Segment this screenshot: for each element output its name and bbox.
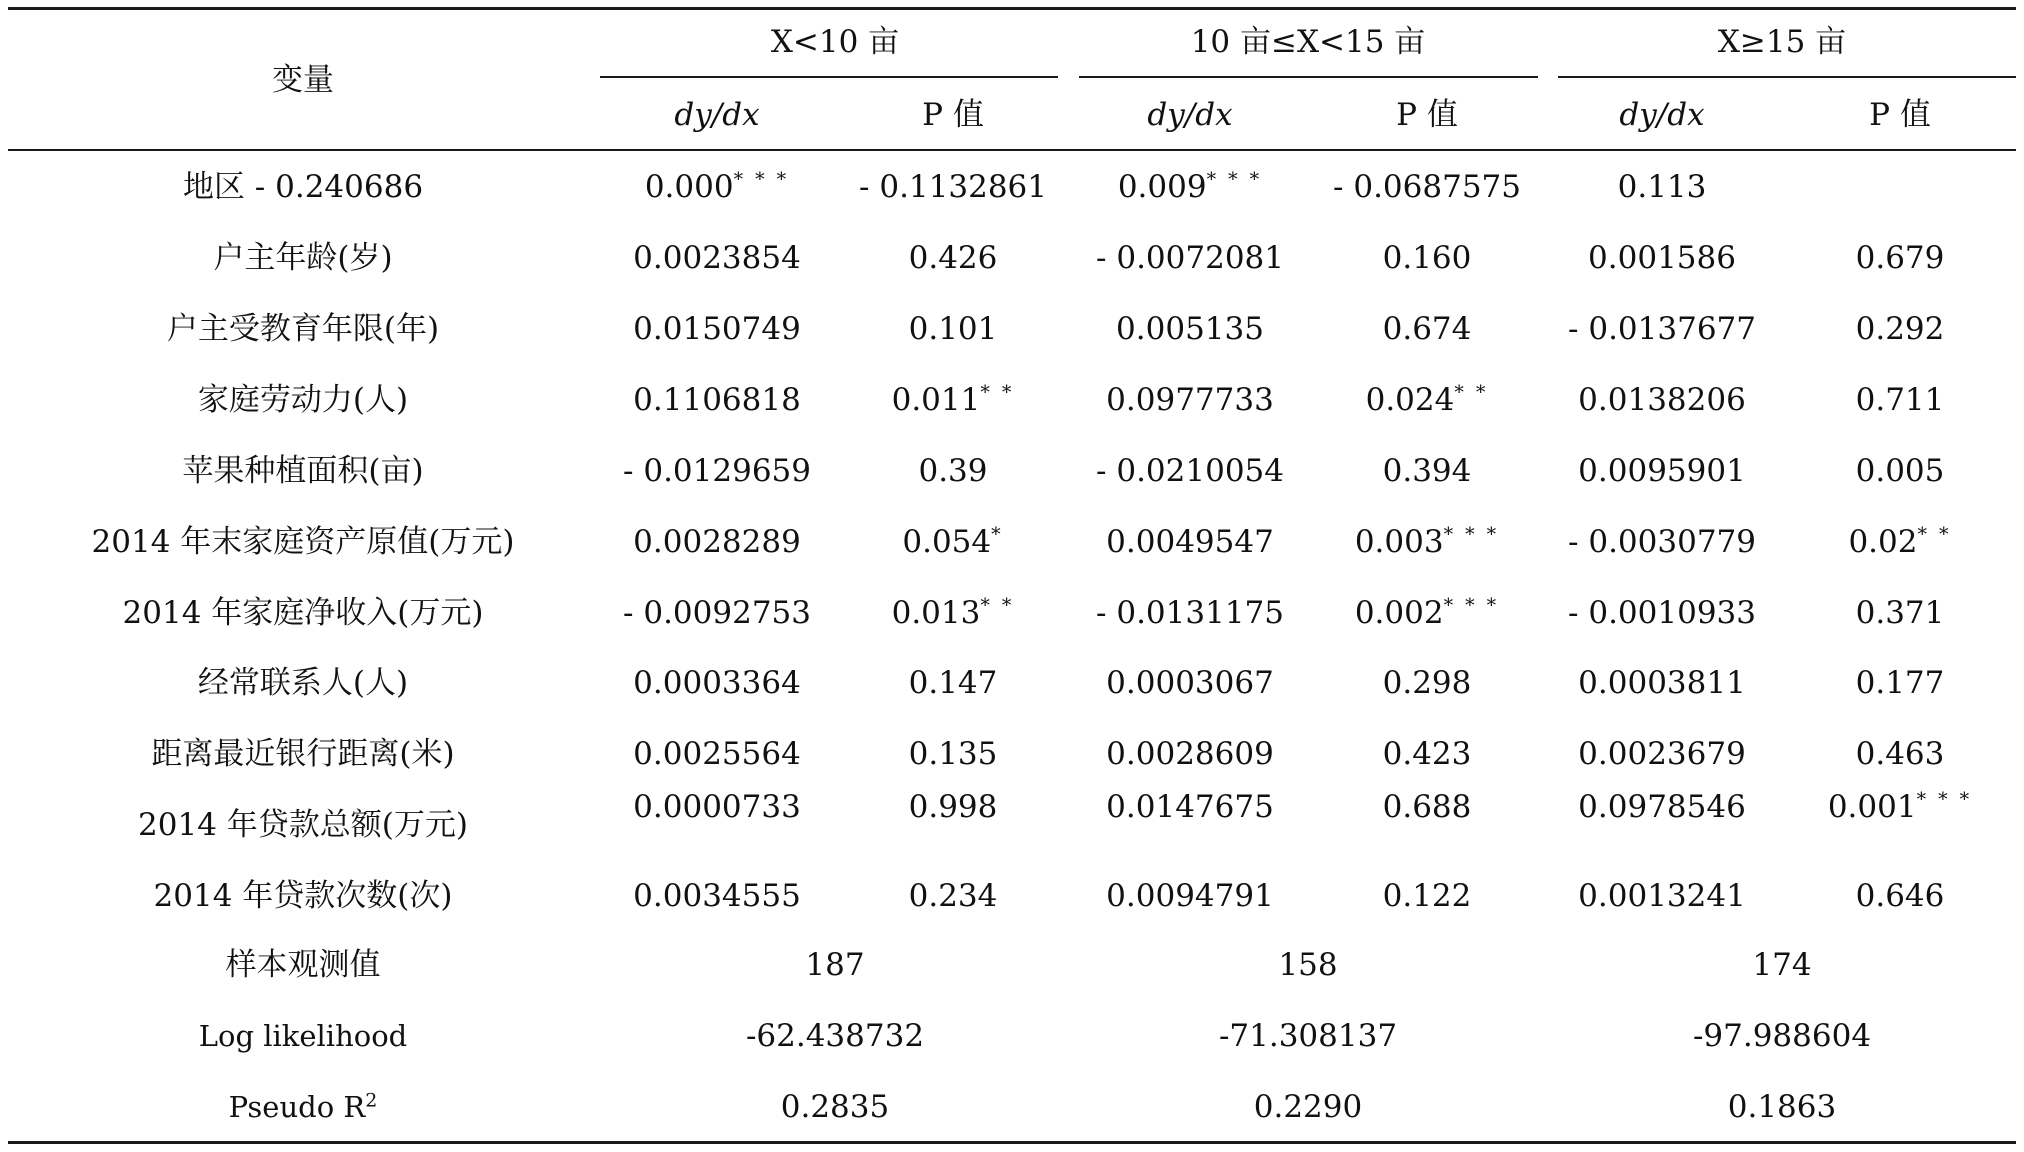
group-rule-3 <box>1558 76 2016 78</box>
significance-stars: * * * <box>733 168 790 191</box>
table-cell <box>633 665 801 701</box>
table-cell <box>1618 169 1707 205</box>
bottom-rule <box>8 1141 2016 1144</box>
significance-stars: * * * <box>1443 523 1500 546</box>
table-cell <box>1366 382 1489 418</box>
table-cell <box>1568 524 1756 560</box>
header-variable: 变量 <box>272 62 334 98</box>
cell-value: - 0.0030779 <box>1568 524 1756 560</box>
significance-stars: * * * <box>1206 168 1263 191</box>
table-cell <box>1106 736 1274 772</box>
cell-value: - 0.0092753 <box>623 595 811 631</box>
cell-value: 0.135 <box>908 736 998 772</box>
cell-value: 0.003 <box>1354 524 1444 560</box>
table-cell <box>1116 311 1264 347</box>
cell-value: 0.02 <box>1848 524 1918 560</box>
cell-value: 0.013 <box>891 595 981 631</box>
table-cell <box>1856 453 1945 489</box>
significance-stars: * * <box>1917 523 1952 546</box>
table-cell <box>1856 382 1945 418</box>
table-cell <box>1383 453 1472 489</box>
table-cell <box>909 789 998 825</box>
table-cell <box>1848 524 1951 560</box>
table-cell <box>645 169 789 205</box>
table-cell <box>633 311 801 347</box>
cell-value: 0.0095901 <box>1578 453 1746 489</box>
cell-value: 0.177 <box>1855 665 1945 701</box>
table-cell <box>1333 169 1521 205</box>
footer-obs-label: 样本观测值 <box>225 947 381 983</box>
table-cell <box>1096 240 1284 276</box>
top-rule <box>8 7 2016 10</box>
table-cell <box>623 453 811 489</box>
table-cell <box>1106 382 1274 418</box>
table-cell <box>1578 382 1746 418</box>
cell-value: 0.292 <box>1855 311 1945 347</box>
table-cell <box>909 878 998 914</box>
footer-obs-1: 187 <box>805 947 865 983</box>
table-cell <box>909 736 998 772</box>
significance-stars: * <box>991 523 1004 546</box>
table-cell <box>623 595 811 631</box>
cell-value: 0.0049547 <box>1106 524 1274 560</box>
table-cell <box>633 240 801 276</box>
row-label: 距离最近银行距离(米) <box>151 736 455 772</box>
cell-value: 0.0003067 <box>1106 665 1274 701</box>
cell-value: 0.394 <box>1382 453 1472 489</box>
significance-stars: * * <box>980 381 1015 404</box>
table-cell <box>909 665 998 701</box>
footer-r2-sup: 2 <box>365 1089 378 1112</box>
table-cell <box>1106 878 1274 914</box>
cell-value: - 0.0131175 <box>1096 595 1284 631</box>
header-p-1: P 值 <box>922 97 984 133</box>
row-label: 2014 年贷款次数(次) <box>153 878 453 914</box>
table-cell <box>1856 240 1945 276</box>
cell-value: 0.0000733 <box>633 789 801 825</box>
table-cell <box>1096 453 1284 489</box>
significance-stars: * * <box>980 594 1015 617</box>
cell-value: 0.0147675 <box>1106 789 1274 825</box>
cell-value: 0.1106818 <box>633 382 801 418</box>
footer-obs-3: 174 <box>1752 947 1812 983</box>
table-cell <box>1383 736 1472 772</box>
header-dydx-1: dy/dx <box>674 97 760 133</box>
header-p-2: P 值 <box>1396 97 1458 133</box>
cell-value: 0.371 <box>1855 595 1945 631</box>
cell-value: 0.160 <box>1382 240 1472 276</box>
row-label: 地区 - 0.240686 <box>182 169 424 205</box>
cell-value: 0.011 <box>891 382 981 418</box>
table-cell <box>1856 311 1945 347</box>
cell-value: 0.0023679 <box>1578 736 1746 772</box>
cell-value: 0.000 <box>644 169 734 205</box>
table-cell <box>1588 240 1736 276</box>
cell-value: 0.0003364 <box>633 665 801 701</box>
table-cell <box>1106 524 1274 560</box>
header-p-3: P 值 <box>1869 97 1931 133</box>
row-label: 户主年龄(岁) <box>213 240 393 276</box>
table-cell <box>918 453 987 489</box>
table-cell <box>633 382 801 418</box>
footer-obs-2: 158 <box>1278 947 1338 983</box>
cell-value: 0.0028609 <box>1106 736 1274 772</box>
table-cell <box>1383 665 1472 701</box>
cell-value: 0.711 <box>1855 382 1945 418</box>
cell-value: 0.234 <box>908 878 998 914</box>
table-cell <box>1578 878 1746 914</box>
cell-value: 0.001586 <box>1588 240 1736 276</box>
cell-value: 0.298 <box>1382 665 1472 701</box>
header-group-2: 10 亩≤X<15 亩 <box>1190 24 1426 60</box>
table-cell <box>1856 736 1945 772</box>
cell-value: - 0.0129659 <box>623 453 811 489</box>
table-cell <box>633 789 801 825</box>
cell-value: - 0.0137677 <box>1568 311 1756 347</box>
table-cell <box>1856 665 1945 701</box>
table-cell <box>1568 311 1756 347</box>
table-cell <box>1383 878 1472 914</box>
table-cell <box>909 311 998 347</box>
table-cell <box>1355 524 1499 560</box>
table-cell <box>1578 665 1746 701</box>
row-label: 户主受教育年限(年) <box>166 311 440 347</box>
cell-value: 0.0138206 <box>1578 382 1746 418</box>
cell-value: 0.0025564 <box>633 736 801 772</box>
table-cell <box>1355 595 1499 631</box>
table-cell <box>1106 665 1274 701</box>
footer-ll-label: Log likelihood <box>198 1019 408 1053</box>
cell-value: - 0.0072081 <box>1096 240 1284 276</box>
table-cell <box>1578 789 1746 825</box>
table-cell <box>1578 453 1746 489</box>
cell-value: 0.147 <box>908 665 998 701</box>
row-label: 2014 年末家庭资产原值(万元) <box>91 524 515 560</box>
cell-value: - 0.0010933 <box>1568 595 1756 631</box>
table-cell <box>1383 311 1472 347</box>
footer-ll-3: -97.988604 <box>1692 1018 1872 1054</box>
table-cell <box>633 878 801 914</box>
cell-value: - 0.1132861 <box>859 169 1047 205</box>
footer-r2-1: 0.2835 <box>780 1089 890 1125</box>
table-cell <box>859 169 1047 205</box>
significance-stars: * * * <box>1916 788 1973 811</box>
header-dydx-2: dy/dx <box>1147 97 1233 133</box>
cell-value: 0.679 <box>1855 240 1945 276</box>
cell-value: 0.688 <box>1382 789 1472 825</box>
footer-r2-2: 0.2290 <box>1253 1089 1363 1125</box>
table-cell <box>902 524 1003 560</box>
footer-ll-2: -71.308137 <box>1218 1018 1398 1054</box>
cell-value: 0.646 <box>1855 878 1945 914</box>
cell-value: 0.113 <box>1617 169 1707 205</box>
cell-value: 0.423 <box>1382 736 1472 772</box>
cell-value: 0.001 <box>1827 789 1917 825</box>
table-cell <box>633 524 801 560</box>
row-label: 家庭劳动力(人) <box>197 382 409 418</box>
cell-value: 0.005135 <box>1116 311 1264 347</box>
table-cell <box>1383 789 1472 825</box>
group-rule-1 <box>600 76 1058 78</box>
table-cell <box>1118 169 1262 205</box>
significance-stars: * * * <box>1443 594 1500 617</box>
row-label: 经常联系人(人) <box>197 665 409 701</box>
header-group-1: X<10 亩 <box>770 24 900 60</box>
header-group-3: X≥15 亩 <box>1717 24 1847 60</box>
group-rule-2 <box>1079 76 1538 78</box>
row-label: 2014 年家庭净收入(万元) <box>122 595 484 631</box>
header-bottom-rule <box>8 149 2016 151</box>
cell-value: 0.101 <box>908 311 998 347</box>
cell-value: 0.39 <box>918 453 988 489</box>
cell-value: 0.122 <box>1382 878 1472 914</box>
table-cell <box>1856 878 1945 914</box>
table-cell <box>1383 240 1472 276</box>
table-cell <box>633 736 801 772</box>
cell-value: 0.005 <box>1855 453 1945 489</box>
table-cell <box>1828 789 1972 825</box>
significance-stars: * * <box>1454 381 1489 404</box>
row-label: 2014 年贷款总额(万元) <box>138 807 468 843</box>
cell-value: 0.0023854 <box>633 240 801 276</box>
cell-value: - 0.0210054 <box>1096 453 1284 489</box>
table-cell <box>892 382 1015 418</box>
cell-value: 0.674 <box>1382 311 1472 347</box>
table-cell <box>1578 736 1746 772</box>
cell-value: 0.0003811 <box>1578 665 1746 701</box>
cell-value: 0.0977733 <box>1106 382 1274 418</box>
cell-value: - 0.0687575 <box>1333 169 1521 205</box>
footer-r2-label: Pseudo R <box>228 1090 366 1124</box>
cell-value: 0.002 <box>1354 595 1444 631</box>
cell-value: 0.0978546 <box>1578 789 1746 825</box>
cell-value: 0.998 <box>908 789 998 825</box>
table-cell <box>1096 595 1284 631</box>
cell-value: 0.0034555 <box>633 878 801 914</box>
footer-r2-3: 0.1863 <box>1727 1089 1837 1125</box>
cell-value: 0.0028289 <box>633 524 801 560</box>
cell-value: 0.463 <box>1855 736 1945 772</box>
cell-value: 0.0013241 <box>1578 878 1746 914</box>
cell-value: 0.0150749 <box>633 311 801 347</box>
table-cell <box>892 595 1015 631</box>
row-label: 苹果种植面积(亩) <box>182 453 424 489</box>
table-cell <box>1106 789 1274 825</box>
footer-r2-label-wrap <box>229 1089 378 1125</box>
header-dydx-3: dy/dx <box>1619 97 1705 133</box>
footer-ll-1: -62.438732 <box>745 1018 925 1054</box>
cell-value: 0.054 <box>902 524 992 560</box>
cell-value: 0.024 <box>1365 382 1455 418</box>
table-cell <box>1568 595 1756 631</box>
table-cell <box>909 240 998 276</box>
cell-value: 0.009 <box>1117 169 1207 205</box>
cell-value: 0.0094791 <box>1106 878 1274 914</box>
cell-value: 0.426 <box>908 240 998 276</box>
table-cell <box>1856 595 1945 631</box>
